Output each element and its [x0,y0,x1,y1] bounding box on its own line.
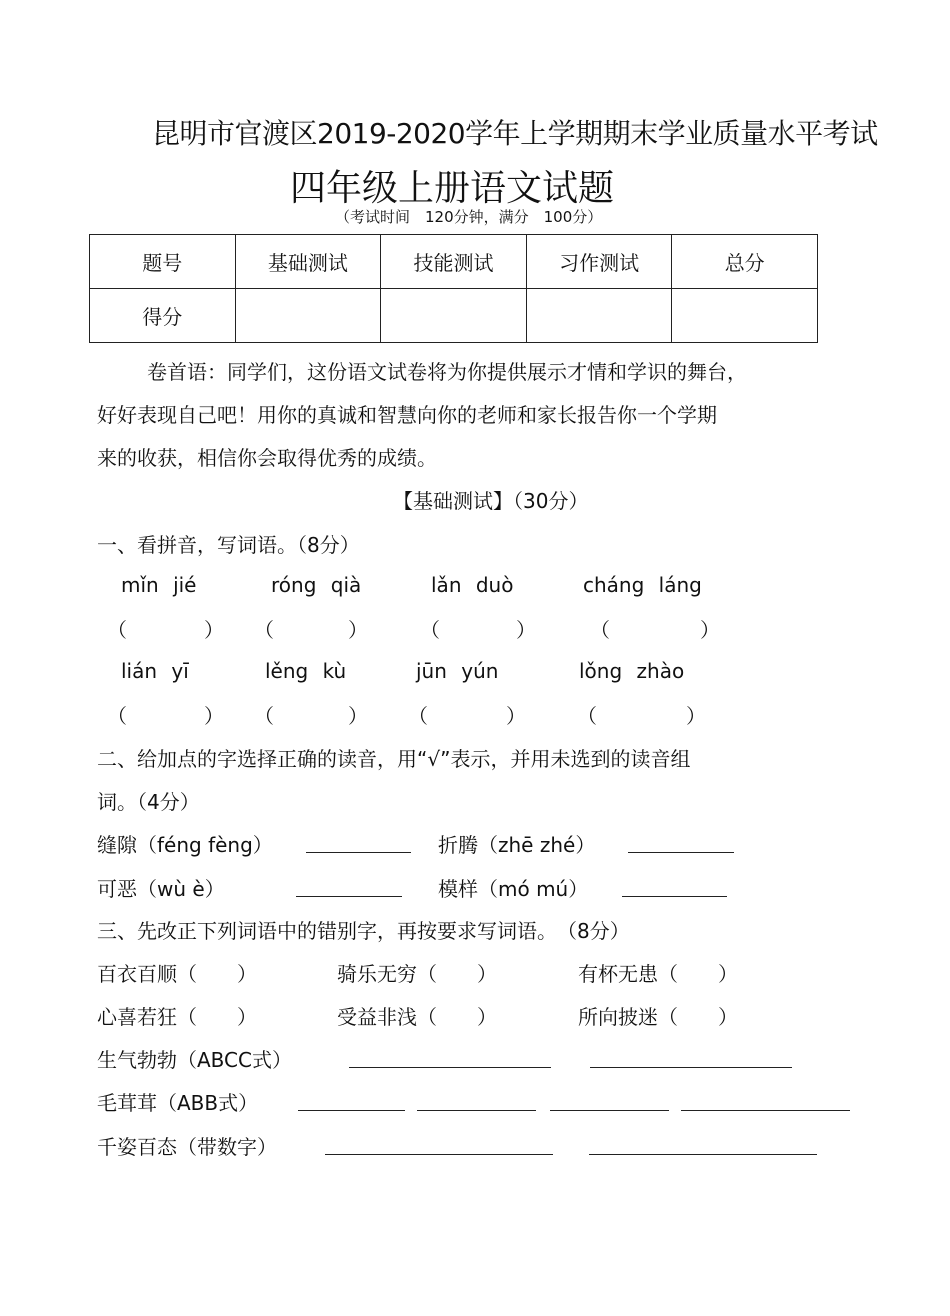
q2-item: 模样（mó mú） [438,877,589,901]
q1-pinyin: lǒng zhào [579,659,685,683]
score-cell-skill[interactable] [381,289,527,343]
q1-answer-close: ） [516,618,536,642]
q1-answer-box[interactable] [275,698,347,724]
q3-abb-label: 毛茸茸（ABB式） [97,1091,259,1115]
q1-answer-close: ） [348,704,368,728]
preface-line3: 来的收获，相信你会取得优秀的成绩。 [97,446,437,470]
q1-answer-box[interactable] [611,612,696,638]
q2-title-line1: 二、给加点的字选择正确的读音，用“√”表示，并用未选到的读音组 [97,747,691,771]
q2-item: 缝隙（féng fèng） [97,833,273,857]
score-cell-writing[interactable] [526,289,672,343]
q2-item: 折腾（zhē zhé） [438,833,596,857]
score-table [89,234,818,343]
q1-pinyin: lěng kù [265,659,347,683]
q3-abb-blank[interactable] [550,1090,669,1111]
score-table-header-row [90,235,818,289]
score-cell-basic[interactable] [235,289,381,343]
q3-abcc-blank[interactable] [349,1047,551,1068]
q1-answer-open: （ [577,704,597,728]
q1-answer-box[interactable] [128,698,200,724]
q3-abcc-label: 生气勃勃（ABCC式） [97,1048,292,1072]
q2-answer-blank[interactable] [622,876,727,897]
q2-item: 可恶（wù è） [97,877,225,901]
q1-answer-open: （ [107,704,127,728]
q1-answer-box[interactable] [275,612,347,638]
q1-pinyin: lǎn duò [431,573,514,597]
q1-pinyin: lián yī [121,659,189,683]
q1-answer-close: ） [700,618,720,642]
q1-pinyin: mǐn jié [121,573,197,597]
q2-title-line2: 词。（4分） [97,790,200,814]
q1-answer-box[interactable] [429,698,501,724]
q1-answer-open: （ [254,704,274,728]
q1-answer-box[interactable] [598,698,680,724]
q1-answer-open: （ [408,704,428,728]
q3-numbers-blank[interactable] [589,1134,817,1155]
q3-abcc-blank[interactable] [590,1047,792,1068]
q3-abb-blank[interactable] [681,1090,850,1111]
q1-answer-box[interactable] [441,612,513,638]
q1-answer-close: ） [204,618,224,642]
score-row-label: 得分 [90,289,236,343]
score-header-cell: 总分 [672,235,818,289]
exam-title-line2: 四年级上册语文试题 [290,168,615,209]
q1-answer-open: （ [420,618,440,642]
q1-answer-close: ） [348,618,368,642]
q3-numbers-blank[interactable] [325,1134,553,1155]
q1-pinyin: cháng láng [583,573,702,597]
q3-numbers-label: 千姿百态（带数字） [97,1135,277,1159]
section-basic-heading: 【基础测试】（30分） [393,489,589,513]
q3-abb-blank[interactable] [417,1090,536,1111]
q1-answer-close: ） [506,704,526,728]
q3-word: 骑乐无穷（ ） [337,962,497,986]
score-cell-total[interactable] [672,289,818,343]
preface-line1: 卷首语：同学们，这份语文试卷将为你提供展示才情和学识的舞台， [147,360,747,384]
q1-answer-close: ） [686,704,706,728]
q3-word: 百衣百顺（ ） [97,962,257,986]
q1-answer-box[interactable] [128,612,200,638]
q1-answer-open: （ [590,618,610,642]
q1-title: 一、看拼音，写词语。（8分） [97,533,360,557]
score-table-score-row [90,289,818,343]
q3-word: 所向披迷（ ） [578,1005,738,1029]
q3-word: 有杯无患（ ） [578,962,738,986]
score-header-cell: 题号 [90,235,236,289]
q3-abb-blank[interactable] [298,1090,405,1111]
q2-answer-blank[interactable] [628,832,734,853]
q1-answer-open: （ [107,618,127,642]
q3-title: 三、先改正下列词语中的错别字，再按要求写词语。 （8分） [97,919,630,943]
q2-answer-blank[interactable] [296,876,402,897]
score-header-cell: 基础测试 [235,235,381,289]
q3-word: 受益非浅（ ） [337,1005,497,1029]
exam-title-line1: 昆明市官渡区2019-2020学年上学期期末学业质量水平考试 [152,117,878,150]
q1-answer-open: （ [254,618,274,642]
preface-line2: 好好表现自己吧！用你的真诚和智慧向你的老师和家长报告你一个学期 [97,403,717,427]
q2-answer-blank[interactable] [306,832,411,853]
score-header-cell: 技能测试 [381,235,527,289]
q1-answer-close: ） [204,704,224,728]
score-header-cell: 习作测试 [526,235,672,289]
q1-pinyin: jūn yún [416,659,499,683]
q3-word: 心喜若狂（ ） [97,1005,257,1029]
q1-pinyin: róng qià [271,573,362,597]
exam-info: （考试时间 120分钟，满分 100分） [335,208,603,226]
